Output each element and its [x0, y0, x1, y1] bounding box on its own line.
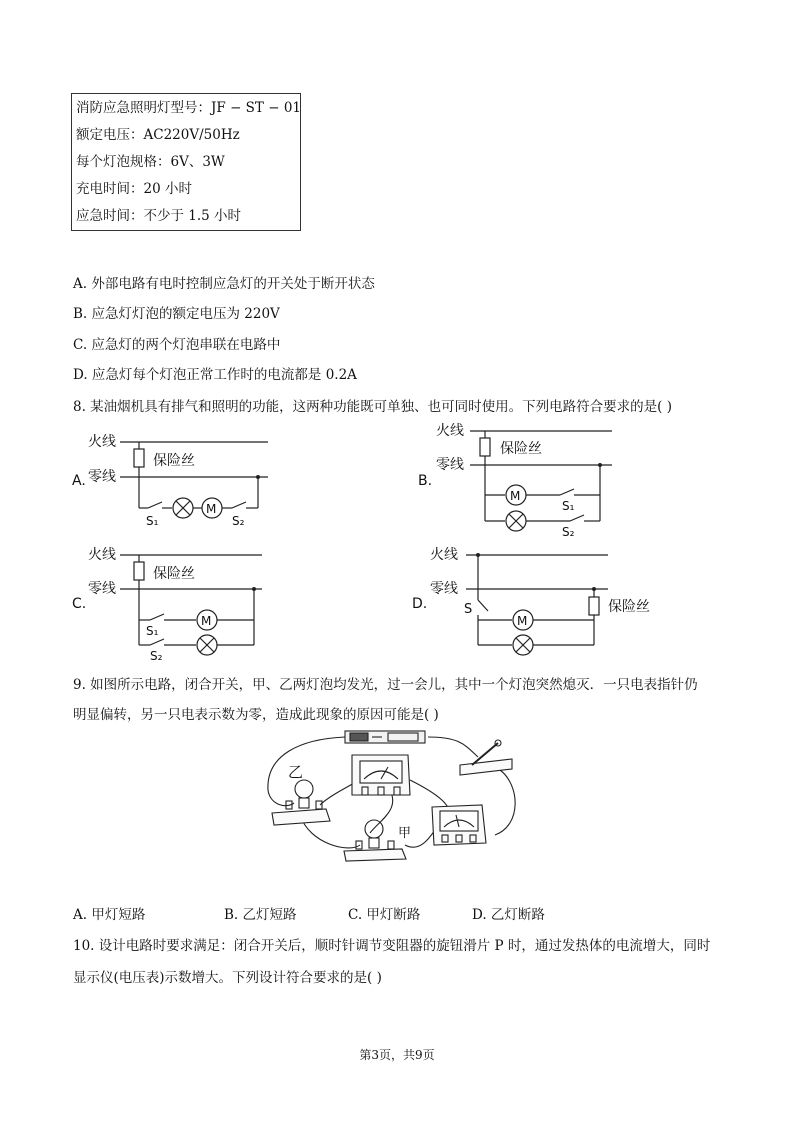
q8b-motor-label: M: [510, 489, 521, 503]
q8c-neutral-label: 零线: [88, 581, 116, 597]
q8-option-c-label: C.: [72, 596, 87, 612]
q9-option-c: C. 甲灯断路: [348, 907, 421, 923]
q8-stem: 8. 某油烟机具有排气和照明的功能，这两种功能既可单独、也可同时使用。下列电路符合要求的是( ): [73, 399, 672, 415]
q8c-fuse-label: 保险丝: [153, 566, 195, 582]
q8b-fuse-label: 保险丝: [500, 441, 542, 457]
q8d-live-label: 火线: [430, 547, 458, 563]
spec-row-model: 消防应急照明灯型号：JF − ST − 01: [76, 100, 301, 116]
q9-apparatus-figure: [260, 725, 530, 875]
q8d-motor-label: M: [517, 614, 528, 628]
q8-circuits-figure: [0, 415, 794, 665]
spec-row-emergency: 应急时间：不少于 1.5 小时: [76, 208, 242, 224]
q8a-s1-label: S₁: [146, 514, 159, 528]
spec-row-charge: 充电时间：20 小时: [76, 181, 192, 197]
q10-stem-line2: 显示仪(电压表)示数增大。下列设计符合要求的是( ): [73, 970, 382, 986]
q8c-s1-label: S₁: [146, 624, 159, 638]
q8-option-a-label: A.: [72, 473, 86, 489]
spec-box: [71, 93, 301, 231]
q9-option-a: A. 甲灯短路: [73, 907, 146, 923]
q8a-s2-label: S₂: [232, 514, 245, 528]
q8a-motor-label: M: [206, 502, 217, 516]
q8b-s1-label: S₁: [562, 499, 575, 513]
q7-option-d: D. 应急灯每个灯泡正常工作时的电流都是 0.2A: [73, 367, 357, 383]
q9-lamp-a-label: 甲: [398, 826, 412, 841]
q7-option-c: C. 应急灯的两个灯泡串联在电路中: [73, 337, 281, 353]
page-footer: 第3页，共9页: [359, 1048, 435, 1062]
q8-option-b-label: B.: [418, 473, 433, 489]
q8a-live-label: 火线: [88, 434, 116, 450]
q8b-neutral-label: 零线: [436, 457, 464, 473]
q10-stem-line1: 10. 设计电路时要求满足：闭合开关后，顺时针调节变阻器的旋钮滑片 P 时，通过发热体的电流增大，同时: [73, 938, 711, 954]
q8b-s2-label: S₂: [562, 525, 575, 539]
q8-option-d-label: D.: [412, 596, 428, 612]
q8d-fuse-label: 保险丝: [608, 599, 650, 615]
q9-stem-line1: 9. 如图所示电路，闭合开关，甲、乙两灯泡均发光，过一会儿，其中一个灯泡突然熄灭．一只电表指针仍: [73, 677, 698, 693]
q9-option-b: B. 乙灯短路: [224, 907, 297, 923]
q8c-live-label: 火线: [88, 547, 116, 563]
q9-option-d: D. 乙灯断路: [472, 907, 545, 923]
q8c-motor-label: M: [201, 614, 212, 628]
q7-option-a: A. 外部电路有电时控制应急灯的开关处于断开状态: [73, 276, 375, 292]
q7-option-b: B. 应急灯灯泡的额定电压为 220V: [73, 306, 280, 322]
q8a-fuse-label: 保险丝: [153, 453, 195, 469]
q8d-neutral-label: 零线: [430, 581, 458, 597]
q9-stem-line2: 明显偏转，另一只电表示数为零，造成此现象的原因可能是( ): [73, 707, 439, 723]
q9-lamp-b-label: 乙: [288, 763, 304, 781]
q8d-s-label: S: [464, 602, 473, 617]
q8a-neutral-label: 零线: [88, 469, 116, 485]
spec-row-voltage: 额定电压：AC220V/50Hz: [76, 127, 240, 143]
spec-row-bulb: 每个灯泡规格：6V、3W: [76, 154, 225, 170]
q8b-live-label: 火线: [436, 423, 464, 439]
q8c-s2-label: S₂: [150, 649, 163, 663]
